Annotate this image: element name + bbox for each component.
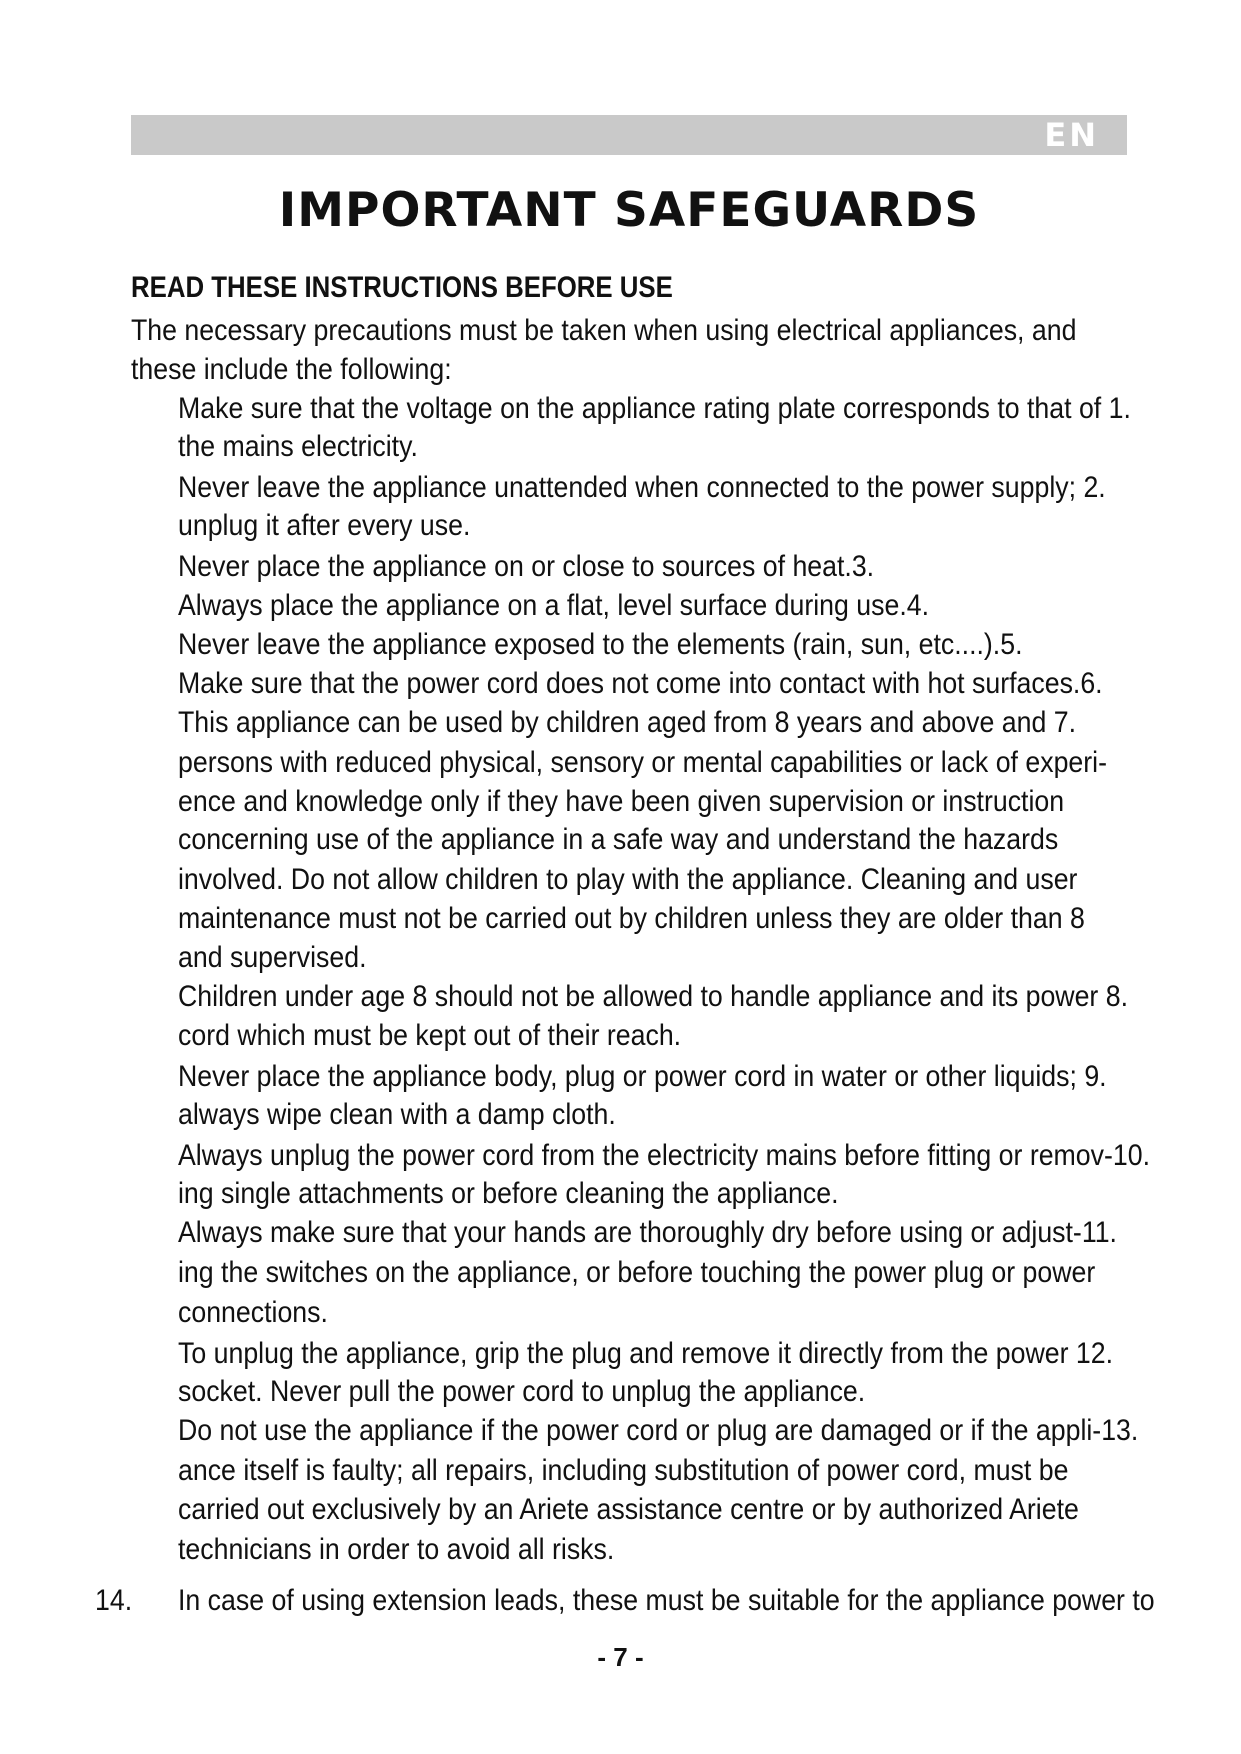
safeguard-line: To unplug the appliance, grip the plug and remove it directly from the power 12.: [178, 1337, 1114, 1370]
safeguard-line: This appliance can be used by children aged from 8 years and above and 7.: [178, 706, 1076, 739]
safeguard-line: ance itself is faulty; all repairs, including substitution of power cord, must be: [178, 1454, 1069, 1487]
intro-line: these include the following:: [131, 353, 452, 386]
safeguard-line: Never leave the appliance unattended when connected to the power supply; 2.: [178, 471, 1106, 504]
safeguard-line: Make sure that the voltage on the appliance rating plate corresponds to that of 1.: [178, 392, 1131, 425]
safeguard-line: Make sure that the power cord does not come into contact with hot surfaces.6.: [178, 667, 1103, 700]
item-number-14: 14.: [95, 1584, 133, 1617]
language-code: EN: [1044, 116, 1099, 154]
safeguard-line: ence and knowledge only if they have been given supervision or instruction: [178, 785, 1065, 818]
instructions-heading: READ THESE INSTRUCTIONS BEFORE USE: [131, 271, 673, 304]
safeguard-line: Children under age 8 should not be allowed to handle appliance and its power 8.: [178, 980, 1129, 1013]
safeguard-line: Always place the appliance on a flat, level surface during use.4.: [178, 589, 930, 622]
safeguard-line: Always make sure that your hands are thoroughly dry before using or adjust-11.: [178, 1216, 1117, 1249]
safeguard-line: socket. Never pull the power cord to unplug the appliance.: [178, 1375, 866, 1408]
safeguard-line: Never leave the appliance exposed to the elements (rain, sun, etc....).5.: [178, 628, 1023, 661]
safeguard-line: In case of using extension leads, these must be suitable for the appliance power to: [178, 1584, 1155, 1617]
safeguard-line: cord which must be kept out of their reach.: [178, 1019, 682, 1052]
safeguard-line: connections.: [178, 1296, 328, 1329]
page-number: - 7 -: [597, 1642, 644, 1672]
page-title: IMPORTANT SAFEGUARDS: [278, 183, 980, 238]
safeguard-line: carried out exclusively by an Ariete assistance centre or by authorized Ariete: [178, 1493, 1079, 1526]
safeguard-line: ing single attachments or before cleaning the appliance.: [178, 1177, 839, 1210]
safeguard-line: Always unplug the power cord from the electricity mains before fitting or remov-10.: [178, 1139, 1151, 1172]
safeguard-line: concerning use of the appliance in a safe way and understand the hazards: [178, 823, 1059, 856]
intro-line: The necessary precautions must be taken when using electrical appliances, and: [131, 314, 1077, 347]
safeguard-line: ing the switches on the appliance, or before touching the power plug or power: [178, 1256, 1096, 1289]
language-header-bar: [131, 115, 1127, 155]
safeguard-line: maintenance must not be carried out by children unless they are older than 8: [178, 902, 1085, 935]
safeguard-line: Never place the appliance body, plug or power cord in water or other liquids; 9.: [178, 1060, 1107, 1093]
safeguard-line: involved. Do not allow children to play with the appliance. Cleaning and user: [178, 863, 1078, 896]
safeguard-line: always wipe clean with a damp cloth.: [178, 1098, 616, 1131]
safeguard-line: persons with reduced physical, sensory or mental capabilities or lack of experi-: [178, 746, 1108, 779]
safeguard-line: Never place the appliance on or close to sources of heat.3.: [178, 550, 875, 583]
safeguard-line: unplug it after every use.: [178, 509, 471, 542]
safeguard-line: Do not use the appliance if the power cord or plug are damaged or if the appli-13.: [178, 1414, 1139, 1447]
safeguard-line: technicians in order to avoid all risks.: [178, 1533, 615, 1566]
safeguard-line: the mains electricity.: [178, 430, 418, 463]
safeguard-line: and supervised.: [178, 941, 367, 974]
